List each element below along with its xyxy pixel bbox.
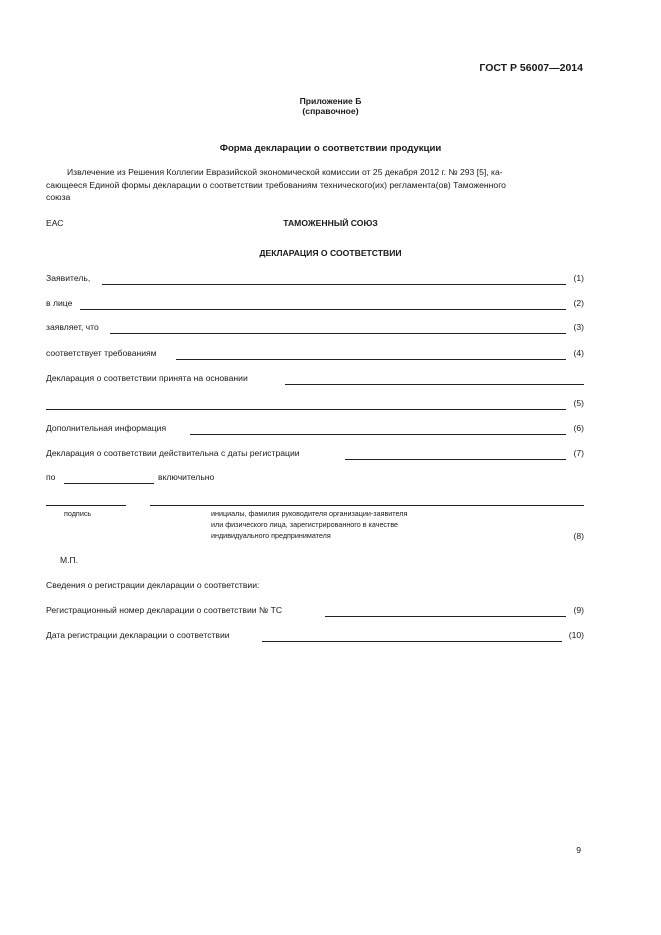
field-number: (8) xyxy=(573,531,584,541)
declaration-title: ДЕКЛАРАЦИЯ О СООТВЕТСТВИИ xyxy=(259,248,402,258)
fill-line xyxy=(176,359,566,360)
appendix-subtitle: (справочное) xyxy=(302,106,359,116)
fill-line xyxy=(80,309,566,310)
fill-line xyxy=(325,616,566,617)
fill-line xyxy=(262,641,562,642)
name-caption-2: или физического лица, зарегистрированного в качестве xyxy=(211,520,399,529)
section-title: Форма декларации о соответствии продукции xyxy=(219,143,442,154)
field-number: (2) xyxy=(573,298,584,308)
field-label: Заявитель, xyxy=(46,273,91,283)
field-number: (6) xyxy=(573,423,584,433)
eac-mark: ЕАС xyxy=(46,218,64,228)
period-prefix: по xyxy=(46,472,56,482)
field-label: Дополнительная информация xyxy=(46,423,167,433)
field-number: (5) xyxy=(573,398,584,408)
fill-line xyxy=(190,434,566,435)
stamp-place: М.П. xyxy=(60,555,79,565)
field-number: (1) xyxy=(573,273,584,283)
field-number: (4) xyxy=(573,348,584,358)
fill-line xyxy=(345,459,566,460)
intro-line-3: союза xyxy=(46,192,71,202)
field-number: (9) xyxy=(573,605,584,615)
field-label: Декларация о соответствии действительна с даты регистрации xyxy=(46,448,300,458)
signature-caption: подпись xyxy=(64,509,92,518)
fill-line xyxy=(46,409,566,410)
field-label: заявляет, что xyxy=(46,322,99,332)
field-label: Дата регистрации декларации о соответствии xyxy=(46,630,230,640)
appendix-title xyxy=(0,96,661,116)
registration-heading: Сведения о регистрации декларации о соответствии: xyxy=(46,580,260,590)
name-caption-3: индивидуального предпринимателя xyxy=(211,531,331,540)
field-label: соответствует требованиям xyxy=(46,348,157,358)
union-title: ТАМОЖЕННЫЙ СОЮЗ xyxy=(283,218,378,228)
intro-line-1: Извлечение из Решения Коллегии Евразийской экономической комиссии от 25 декабря 2012 г. № 293 [5], ка- xyxy=(67,167,503,177)
field-number: (10) xyxy=(568,630,584,640)
field-label: Декларация о соответствии принята на основании xyxy=(46,373,248,383)
field-number: (7) xyxy=(573,448,584,458)
intro-line-2: сающееся Единой формы декларации о соответствии требованиям технического(их) регламента(ов) Таможенного xyxy=(46,180,506,190)
field-label: в лице xyxy=(46,298,73,308)
field-number: (3) xyxy=(573,322,584,332)
fill-line xyxy=(285,384,584,385)
name-line[interactable] xyxy=(150,505,584,506)
page-number: 9 xyxy=(576,845,581,855)
name-caption-1: инициалы, фамилия руководителя организации-заявителя xyxy=(211,509,408,518)
signature-line[interactable] xyxy=(46,505,126,506)
fill-line xyxy=(102,284,566,285)
standard-number: ГОСТ Р 56007—2014 xyxy=(479,62,583,74)
field-label: Регистрационный номер декларации о соответствии № ТС xyxy=(46,605,283,615)
appendix-title-text: Приложение Б xyxy=(299,96,362,106)
fill-line xyxy=(110,333,566,334)
period-fill-line[interactable] xyxy=(64,483,154,484)
period-suffix: включительно xyxy=(158,472,215,482)
